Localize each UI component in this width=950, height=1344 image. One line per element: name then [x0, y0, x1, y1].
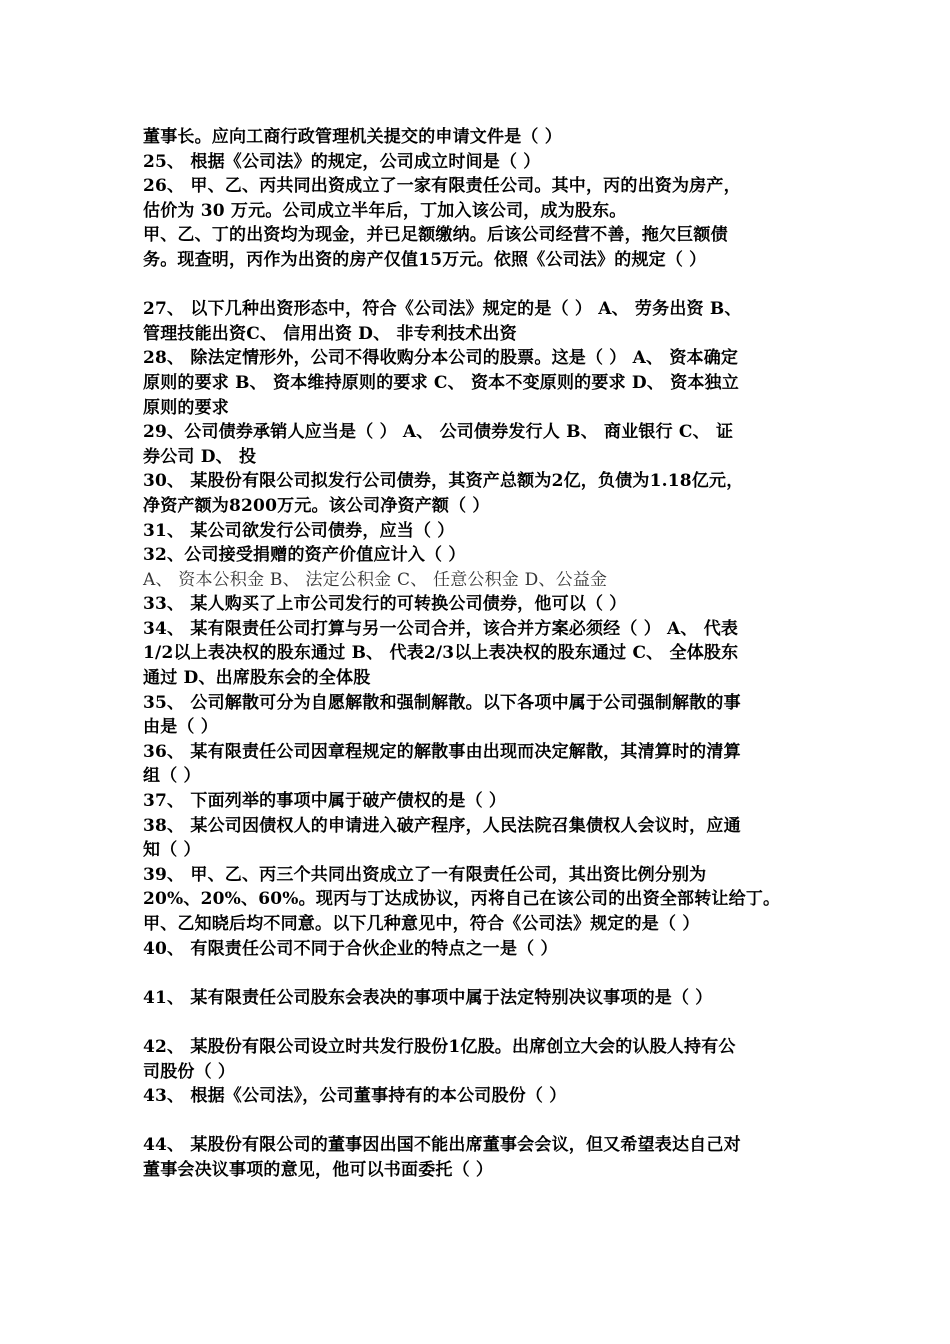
- blank-line: [143, 1010, 815, 1035]
- blank-line: [143, 961, 815, 986]
- blank-line: [143, 1109, 815, 1134]
- text-line: 券公司 D、 投: [143, 446, 257, 467]
- text-line: 董事会决议事项的意见，他可以书面委托（ ）: [143, 1159, 494, 1180]
- text-line: 知（ ）: [143, 840, 201, 861]
- text-line: 原则的要求 B、 资本维持原则的要求 C、 资本不变原则的要求 D、 资本独立: [143, 372, 739, 393]
- text-line: 管理技能出资C、 信用出资 D、 非专利技术出资: [143, 323, 517, 344]
- text-line: 25、 根据《公司法》的规定，公司成立时间是（ ）: [143, 151, 541, 172]
- text-line: 37、 下面列举的事项中属于破产债权的是（ ）: [143, 791, 507, 812]
- text-line: 净资产额为8200万元。该公司净资产额（ ）: [143, 495, 490, 516]
- text-line: 38、 某公司因债权人的申请进入破产程序，人民法院召集债权人会议时，应通: [143, 815, 741, 836]
- text-line: 董事长。应向工商行政管理机关提交的申请文件是（ ）: [143, 127, 562, 147]
- text-line: 40、 有限责任公司不同于合伙企业的特点之一是（ ）: [143, 938, 558, 959]
- text-line: 甲、乙、丁的出资均为现金，并已足额缴纳。后该公司经营不善，拖欠巨额债: [143, 225, 728, 246]
- text-line: 20%、20%、60%。现丙与丁达成协议，丙将自己在该公司的出资全部转让给丁。: [143, 889, 781, 910]
- text-line: 34、 某有限责任公司打算与另一公司合并，该合并方案必须经（ ） A、 代表: [143, 618, 739, 639]
- text-line: 35、 公司解散可分为自愿解散和强制解散。以下各项中属于公司强制解散的事: [143, 692, 741, 713]
- text-line: 30、 某股份有限公司拟发行公司债券，其资产总额为2亿，负债为1.18亿元，: [143, 471, 744, 492]
- document-page: [143, 125, 815, 1183]
- text-line: 36、 某有限责任公司因章程规定的解散事由出现而决定解散，其清算时的清算: [143, 741, 741, 762]
- text-line: 估价为 30 万元。公司成立半年后，丁加入该公司，成为股东。: [143, 200, 627, 221]
- text-line: 27、 以下几种出资形态中，符合《公司法》规定的是（ ） A、 劳务出资 B、: [143, 299, 742, 320]
- text-line: 通过 D、出席股东会的全体股: [143, 668, 371, 689]
- blank-line: [143, 273, 815, 298]
- text-line: 原则的要求: [143, 397, 229, 418]
- text-line: 43、 根据《公司法》，公司董事持有的本公司股份（ ）: [143, 1086, 567, 1107]
- text-line: 务。现查明，丙作为出资的房产仅值15万元。依照《公司法》的规定（ ）: [143, 249, 707, 270]
- text-line: 44、 某股份有限公司的董事因出国不能出席董事会会议，但又希望表达自己对: [143, 1135, 741, 1156]
- text-line: 41、 某有限责任公司股东会表决的事项中属于法定特别决议事项的是（ ）: [143, 987, 713, 1008]
- text-line: 33、 某人购买了上市公司发行的可转换公司债券，他可以（ ）: [143, 594, 627, 615]
- text-line: A、 资本公积金 B、 法定公积金 C、 任意公积金 D、公益金: [143, 569, 608, 590]
- text-line: 31、 某公司欲发行公司债券，应当（ ）: [143, 520, 455, 541]
- text-line: 甲、乙知晓后均不同意。以下几种意见中，符合《公司法》规定的是（ ）: [143, 914, 700, 934]
- text-line: 组（ ）: [143, 766, 201, 787]
- text-line: 司股份（ ）: [143, 1061, 236, 1082]
- text-line: 29、公司债券承销人应当是（ ） A、 公司债券发行人 B、 商业银行 C、 证: [143, 422, 734, 443]
- text-line: 42、 某股份有限公司设立时共发行股份1亿股。出席创立大会的认股人持有公: [143, 1036, 736, 1057]
- text-line: 39、 甲、乙、丙三个共同出资成立了一有限责任公司，其出资比例分别为: [143, 864, 707, 885]
- text-line: 32、公司接受捐赠的资产价值应计入（ ）: [143, 545, 466, 566]
- text-line: 由是（ ）: [143, 717, 218, 738]
- text-line: 26、 甲、乙、丙共同出资成立了一家有限责任公司。其中，丙的出资为房产，: [143, 176, 741, 197]
- text-line: 1/2以上表决权的股东通过 B、 代表2/3以上表决权的股东通过 C、 全体股东: [143, 643, 739, 664]
- text-line: 28、 除法定情形外，公司不得收购分本公司的股票。这是（ ） A、 资本确定: [143, 348, 739, 369]
